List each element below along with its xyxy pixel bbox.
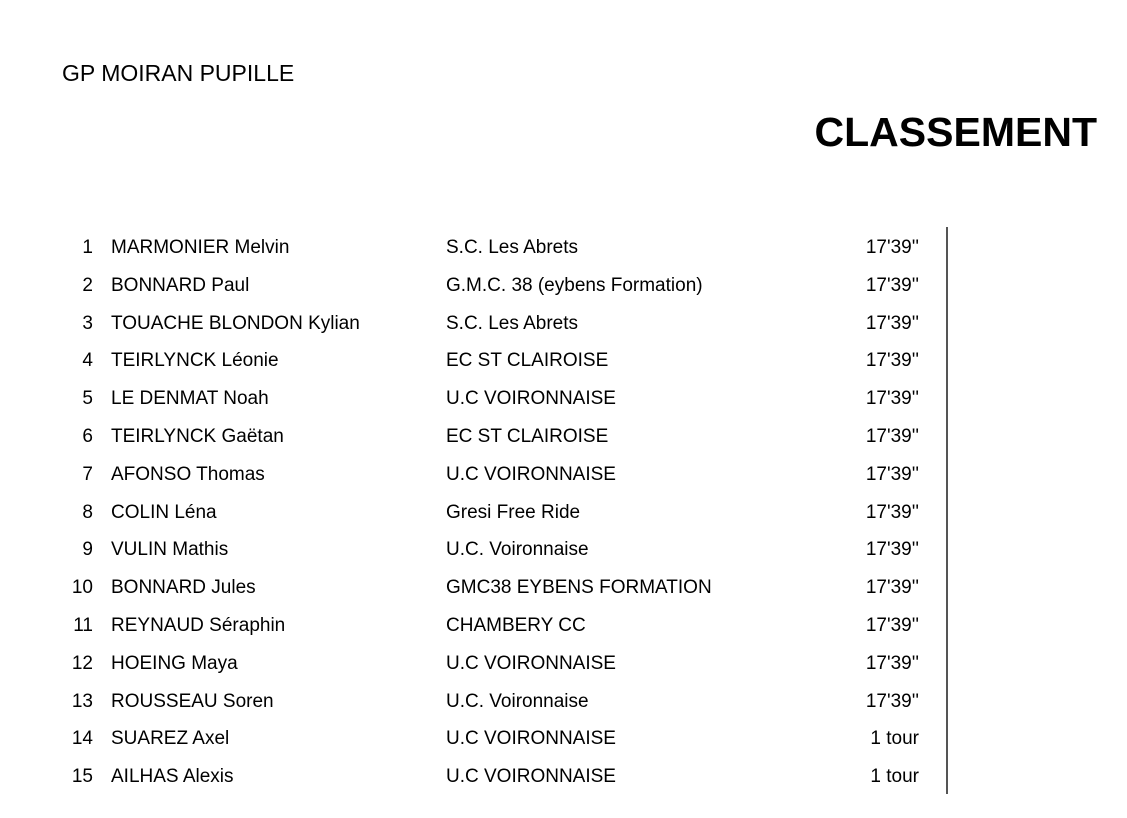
name-cell: LE DENMAT Noah — [111, 388, 269, 410]
rank-cell: 9 — [82, 539, 93, 561]
time-cell: 17'39'' — [865, 690, 919, 712]
time-cell: 17'39'' — [865, 539, 919, 561]
table-row — [0, 305, 1127, 343]
club-cell: S.C. Les Abrets — [446, 237, 579, 258]
time-cell: 17'39'' — [865, 237, 919, 258]
time-cell: 17'39'' — [865, 274, 919, 296]
table-row — [0, 229, 1127, 267]
rank-cell: 11 — [73, 614, 93, 636]
table-row — [0, 758, 1127, 796]
rank-cell: 6 — [82, 425, 93, 447]
rank-cell: 13 — [71, 690, 93, 712]
name-cell: ROUSSEAU Soren — [111, 690, 274, 712]
name-cell: TEIRLYNCK Gaëtan — [111, 425, 284, 447]
club-cell: G.M.C. 38 (eybens Formation) — [446, 274, 703, 296]
club-cell: GMC38 EYBENS FORMATION — [446, 577, 712, 599]
vertical-divider — [946, 227, 948, 794]
club-cell: S.C. Les Abrets — [446, 312, 579, 334]
time-cell: 1 tour — [870, 728, 919, 750]
club-cell: U.C. Voironnaise — [446, 539, 589, 561]
time-cell: 17'39'' — [865, 501, 919, 523]
name-cell: TOUACHE BLONDON Kylian — [111, 312, 360, 334]
club-cell: EC ST CLAIROISE — [446, 425, 609, 447]
rank-cell: 2 — [82, 274, 93, 296]
table-row — [0, 645, 1127, 683]
time-cell: 17'39'' — [865, 463, 919, 485]
table-row — [0, 569, 1127, 607]
rank-cell: 10 — [71, 577, 93, 599]
time-cell: 17'39'' — [865, 577, 919, 599]
name-cell: BONNARD Jules — [111, 577, 256, 599]
name-cell: VULIN Mathis — [111, 539, 229, 561]
time-cell: 17'39'' — [865, 312, 919, 334]
name-cell: BONNARD Paul — [111, 274, 250, 296]
table-row — [0, 380, 1127, 418]
rank-cell: 14 — [71, 728, 93, 750]
rank-cell: 1 — [82, 237, 93, 258]
page-heading: CLASSEMENT — [814, 109, 1097, 155]
club-cell: U.C VOIRONNAISE — [446, 652, 616, 674]
rank-cell: 8 — [82, 501, 93, 523]
table-row — [0, 418, 1127, 456]
name-cell: AILHAS Alexis — [111, 766, 234, 788]
rank-cell: 15 — [71, 766, 93, 788]
time-cell: 1 tour — [870, 766, 919, 788]
name-cell: COLIN Léna — [111, 501, 217, 523]
table-row — [0, 720, 1127, 758]
rank-cell: 5 — [82, 388, 93, 410]
name-cell: TEIRLYNCK Léonie — [111, 350, 279, 372]
name-cell: AFONSO Thomas — [111, 463, 265, 485]
rank-cell: 12 — [71, 652, 93, 674]
time-cell: 17'39'' — [865, 425, 919, 447]
name-cell: MARMONIER Melvin — [111, 237, 290, 258]
time-cell: 17'39'' — [865, 388, 919, 410]
name-cell: SUAREZ Axel — [111, 728, 230, 750]
table-row — [0, 531, 1127, 569]
rank-cell: 7 — [82, 463, 93, 485]
club-cell: EC ST CLAIROISE — [446, 350, 609, 372]
club-cell: U.C VOIRONNAISE — [446, 728, 616, 750]
club-cell: U.C VOIRONNAISE — [446, 766, 616, 788]
rank-cell: 4 — [82, 350, 93, 372]
club-cell: U.C VOIRONNAISE — [446, 463, 616, 485]
results-table — [0, 229, 1127, 796]
table-row — [0, 683, 1127, 721]
table-row — [0, 342, 1127, 380]
rank-cell: 3 — [82, 312, 93, 334]
table-row — [0, 494, 1127, 532]
time-cell: 17'39'' — [865, 350, 919, 372]
club-cell: Gresi Free Ride — [446, 501, 581, 523]
time-cell: 17'39'' — [865, 614, 919, 636]
name-cell: REYNAUD Séraphin — [111, 614, 286, 636]
event-title: GP MOIRAN PUPILLE — [62, 60, 295, 86]
club-cell: U.C. Voironnaise — [446, 690, 589, 712]
table-row — [0, 456, 1127, 494]
time-cell: 17'39'' — [865, 652, 919, 674]
club-cell: U.C VOIRONNAISE — [446, 388, 616, 410]
club-cell: CHAMBERY CC — [446, 614, 586, 636]
table-row — [0, 607, 1127, 645]
name-cell: HOEING Maya — [111, 652, 238, 674]
table-row — [0, 267, 1127, 305]
